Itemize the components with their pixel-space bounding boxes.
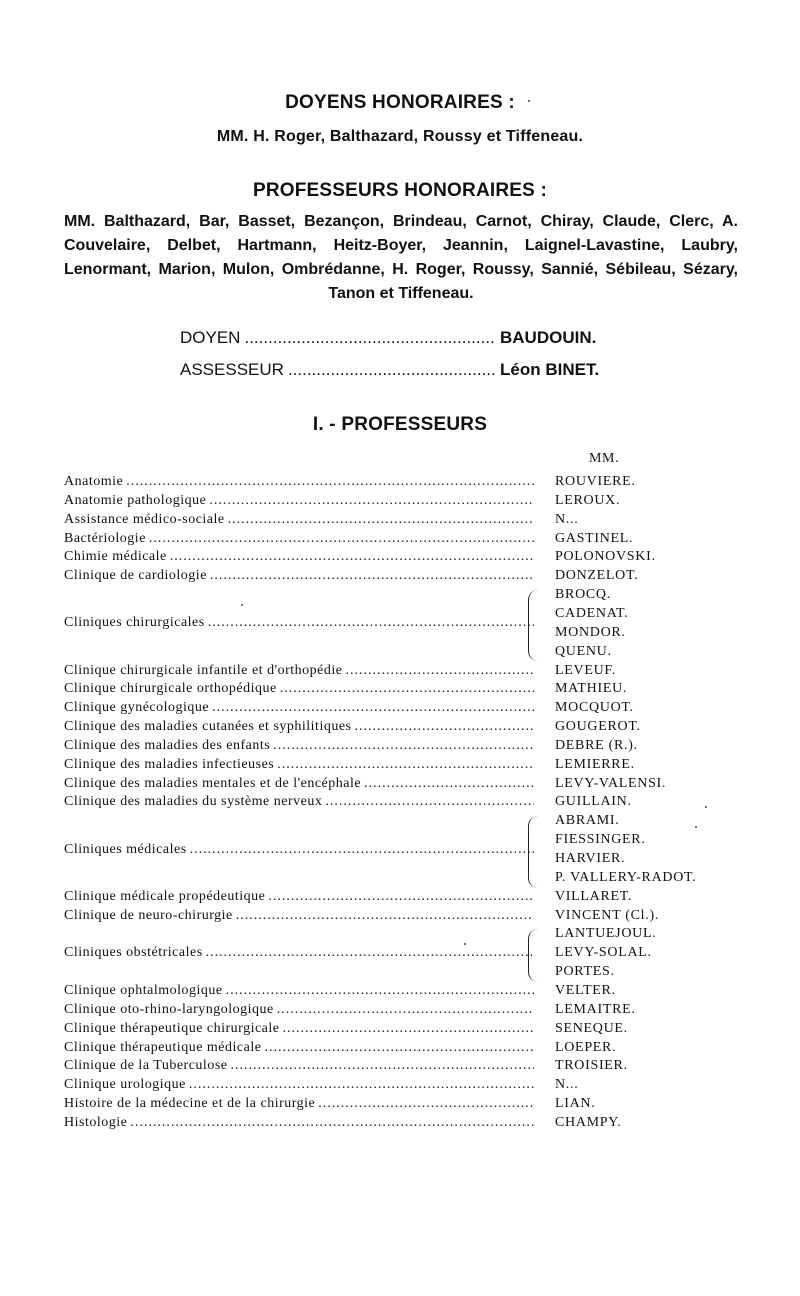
professor-name: LEVEUF. xyxy=(555,662,616,678)
dot-leader xyxy=(212,700,534,716)
dot-leader xyxy=(325,794,534,810)
professor-name: LEVY-SOLAL. xyxy=(555,945,652,961)
professor-name: N... xyxy=(555,1077,579,1093)
dot-leader xyxy=(345,663,534,679)
chair-subject: Chimie médicale xyxy=(64,549,167,565)
chair-subject: Clinique des maladies cutanées et syphilitiques xyxy=(64,719,352,735)
assesseur-label: ASSESSEUR xyxy=(180,360,284,379)
dot-leader xyxy=(277,757,534,773)
professor-name: HARVIER. xyxy=(555,851,626,866)
chair-subject: Clinique oto-rhino-laryngologique xyxy=(64,1001,274,1017)
professor-name: CHAMPY. xyxy=(555,1114,622,1130)
professor-name: VINCENT (Cl.). xyxy=(555,907,660,923)
professor-name: VELTER. xyxy=(555,982,616,998)
chair-subject: Anatomie xyxy=(64,474,124,489)
professor-name: MOCQUOT. xyxy=(555,700,634,716)
grouping-brace xyxy=(528,929,543,982)
professor-name: POLONOVSKI. xyxy=(555,549,656,565)
scan-speck xyxy=(705,806,707,808)
chair-row xyxy=(64,474,534,492)
dot-leader xyxy=(206,945,534,961)
professor-name: LEMAITRE. xyxy=(555,1001,636,1017)
professor-name: LEVY-VALENSI. xyxy=(555,775,667,791)
chair-row xyxy=(64,512,534,530)
chair-subject: Clinique des maladies mentales et de l'encéphale xyxy=(64,775,362,791)
chair-row xyxy=(64,1058,534,1076)
chair-row xyxy=(64,615,534,633)
dot-leader xyxy=(228,512,534,528)
chair-row xyxy=(64,776,534,794)
dot-leader xyxy=(318,1096,534,1112)
professor-name: LOEPER. xyxy=(555,1039,617,1055)
chair-subject: Cliniques chirurgicales xyxy=(64,615,205,631)
professor-name: FIESSINGER. xyxy=(555,832,646,848)
professor-name: P. VALLERY-RADOT. xyxy=(555,869,697,885)
professor-name: PORTES. xyxy=(555,964,615,980)
chair-subject: Anatomie pathologique xyxy=(64,492,207,508)
chair-row xyxy=(64,1002,534,1020)
chair-subject: Cliniques médicales xyxy=(64,841,187,857)
doyens-honoraires-heading: DOYENS HONORAIRES : xyxy=(285,92,515,113)
dot-leader xyxy=(231,1058,535,1074)
chair-row xyxy=(64,568,534,586)
chair-subject: Clinique thérapeutique chirurgicale xyxy=(64,1020,280,1036)
chair-subject: Clinique de neuro-chirurgie xyxy=(64,907,233,923)
chair-row xyxy=(64,842,534,860)
grouping-brace xyxy=(528,816,543,887)
chair-row xyxy=(64,493,534,511)
chair-subject: Clinique de la Tuberculose xyxy=(64,1058,228,1074)
mm-label: MM. xyxy=(589,451,620,466)
professor-name: ROUVIERE. xyxy=(555,474,636,489)
chair-subject: Clinique des maladies des enfants xyxy=(64,737,271,753)
professor-name: GASTINEL. xyxy=(555,530,634,546)
dot-leader xyxy=(126,474,534,490)
professor-name: VILLARET. xyxy=(555,888,633,904)
dot-leader xyxy=(236,908,534,924)
chair-row xyxy=(64,1077,534,1095)
chair-subject: Clinique de cardiologie xyxy=(64,568,207,584)
dot-leader xyxy=(170,549,534,565)
chair-row xyxy=(64,700,534,718)
chair-subject: Assistance médico-sociale xyxy=(64,511,225,527)
dot-leader xyxy=(283,1021,534,1037)
scan-speck xyxy=(695,826,697,828)
dot-leader xyxy=(209,493,534,509)
professor-name: MATHIEU. xyxy=(555,681,628,697)
dot-leader xyxy=(190,842,534,858)
chair-subject: Clinique gynécologique xyxy=(64,700,210,716)
chair-row xyxy=(64,681,534,699)
chair-row xyxy=(64,889,534,907)
chair-subject: Clinique médicale propédeutique xyxy=(64,888,266,904)
chair-subject: Bactériologie xyxy=(64,530,146,546)
dot-leader xyxy=(364,776,534,792)
professor-name: MONDOR. xyxy=(555,624,626,640)
professor-name: SENEQUE. xyxy=(555,1020,628,1036)
dot-leader xyxy=(355,719,535,735)
scan-speck xyxy=(464,943,466,945)
dot-leader xyxy=(226,983,534,999)
scan-speck xyxy=(528,100,530,102)
chair-row xyxy=(64,794,534,812)
chair-row xyxy=(64,738,534,756)
dot-leader xyxy=(264,1040,534,1056)
chair-subject: Histoire de la médecine et de la chirurgie xyxy=(64,1096,316,1112)
assesseur-name: Léon BINET. xyxy=(500,360,600,379)
professor-name: BROCQ. xyxy=(555,587,611,603)
dot-leader xyxy=(280,681,534,697)
professor-name: DEBRE (R.). xyxy=(555,737,638,753)
dot-leader xyxy=(189,1077,534,1093)
scan-speck xyxy=(241,604,243,606)
professor-name: DONZELOT. xyxy=(555,568,639,584)
dot-leader xyxy=(268,889,534,905)
grouping-brace xyxy=(528,590,543,661)
professor-name: ABRAMI. xyxy=(555,813,620,829)
professor-name: QUENU. xyxy=(555,643,612,659)
chair-subject: Clinique chirurgicale infantile et d'orthopédie xyxy=(64,662,343,678)
chair-row xyxy=(64,908,534,926)
doyen-label: DOYEN xyxy=(180,328,241,347)
dot-leader xyxy=(208,615,534,631)
chair-subject: Clinique ophtalmologique xyxy=(64,982,223,998)
professor-name: GOUGEROT. xyxy=(555,719,641,735)
professor-name: LEMIERRE. xyxy=(555,756,635,772)
professor-name: TROISIER. xyxy=(555,1058,628,1074)
professor-name: LIAN. xyxy=(555,1096,596,1112)
chair-subject: Clinique urologique xyxy=(64,1077,186,1093)
chair-row xyxy=(64,1096,534,1114)
chair-row xyxy=(64,1021,534,1039)
chair-row xyxy=(64,1040,534,1058)
doyen-name: BAUDOUIN. xyxy=(500,328,597,347)
chair-subject: Clinique des maladies infectieuses xyxy=(64,756,275,772)
chair-row xyxy=(64,663,534,681)
chair-row xyxy=(64,719,534,737)
chair-subject: Cliniques obstétricales xyxy=(64,945,203,961)
chair-subject: Clinique des maladies du système nerveux xyxy=(64,794,323,810)
professor-name: GUILLAIN. xyxy=(555,794,632,810)
dot-leader xyxy=(273,738,534,754)
professor-name: N... xyxy=(555,511,579,527)
chair-row xyxy=(64,983,534,1001)
professeurs-honoraires-names: MM. Balthazard, Bar, Basset, Bezançon, Brindeau, Carnot, Chiray, Claude, Clerc, A. Couvelaire, Delbet, Hartmann, Heitz-Boyer, Jeannin, Laignel-Lavastine, Laubry, Lenormant, Marion, Mulon, Ombrédanne, H. Roger, Roussy, Sannié, Sébileau, Sézary, Tanon et Tiffeneau. xyxy=(64,213,738,302)
professor-name: LANTUEJOUL. xyxy=(555,926,657,942)
chair-subject: Histologie xyxy=(64,1114,128,1130)
chair-row xyxy=(64,549,534,567)
dot-leader xyxy=(277,1002,534,1018)
professor-name: CADENAT. xyxy=(555,605,629,621)
dot-leader xyxy=(210,568,534,584)
dot-leader xyxy=(130,1115,534,1131)
doyens-honoraires-names: MM. H. Roger, Balthazard, Roussy et Tiffeneau. xyxy=(216,128,584,145)
chair-row xyxy=(64,1115,534,1133)
chair-subject: Clinique thérapeutique médicale xyxy=(64,1039,262,1055)
chair-row xyxy=(64,945,534,963)
professeurs-honoraires-heading: PROFESSEURS HONORAIRES : xyxy=(252,180,548,201)
chair-subject: Clinique chirurgicale orthopédique xyxy=(64,681,277,697)
professor-name: LEROUX. xyxy=(555,492,621,508)
chair-row xyxy=(64,531,534,549)
dot-leader xyxy=(149,531,534,547)
chair-row xyxy=(64,757,534,775)
section-title: I. - PROFESSEURS xyxy=(312,414,488,435)
